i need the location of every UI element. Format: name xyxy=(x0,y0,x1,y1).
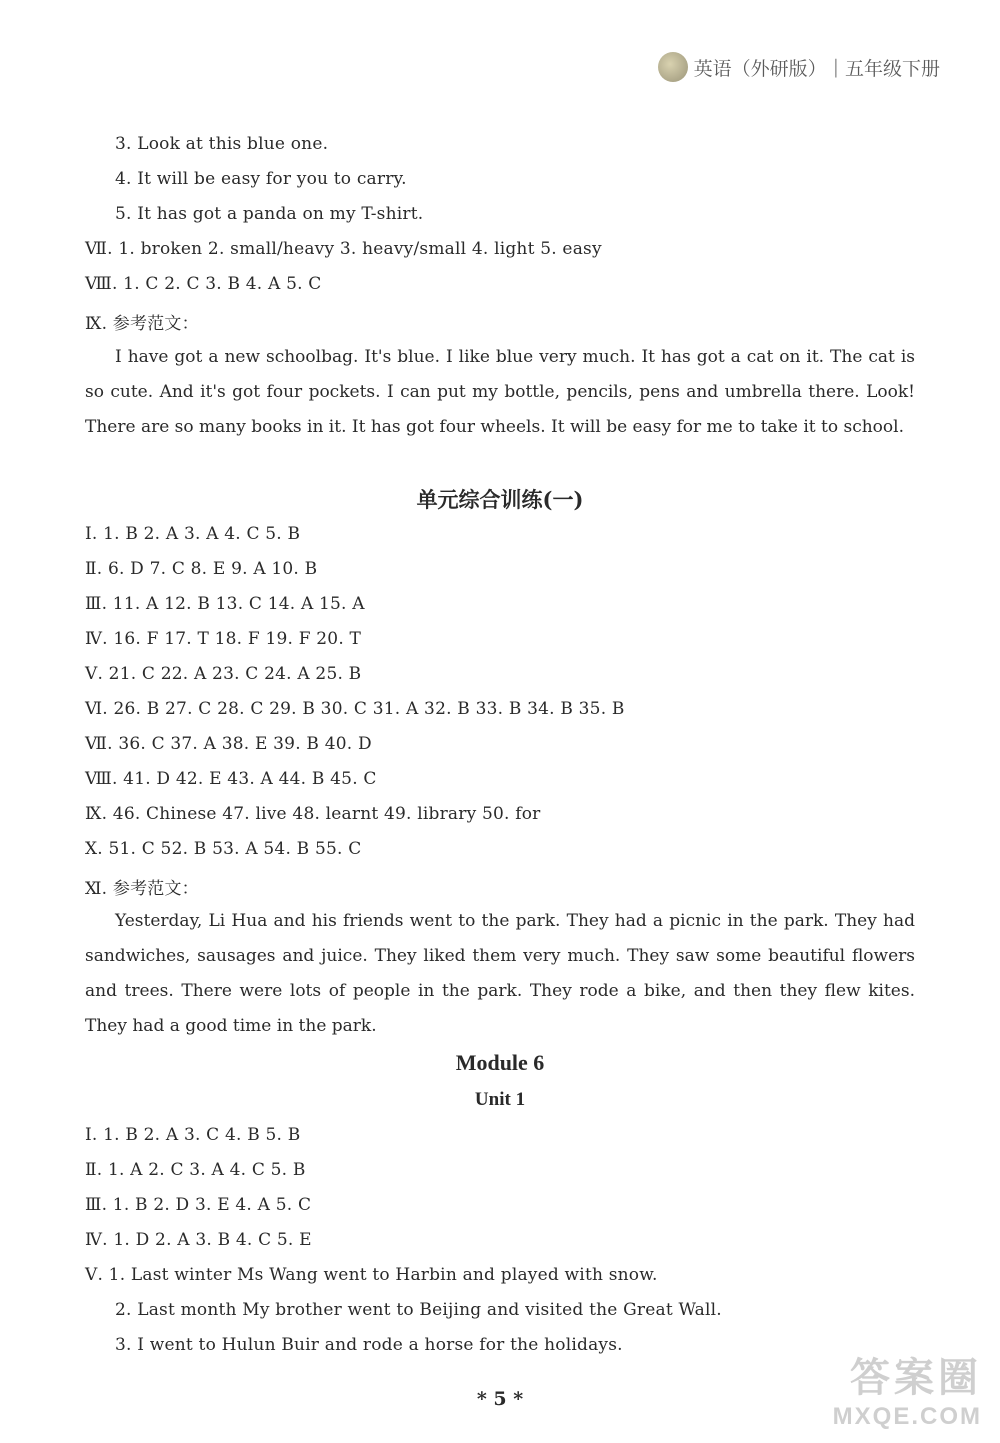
answer-line: Ⅱ. 6. D 7. C 8. E 9. A 10. B xyxy=(85,559,318,579)
answer-line: 3. I went to Hulun Buir and rode a horse for the holidays. xyxy=(115,1335,623,1355)
answer-line: Ⅷ. 1. C 2. C 3. B 4. A 5. C xyxy=(85,274,322,294)
answer-line: 3. Look at this blue one. xyxy=(115,134,329,154)
watermark-line2: MXQE.COM xyxy=(832,1403,982,1430)
page-header xyxy=(658,52,940,82)
site-watermark xyxy=(833,1346,982,1431)
header-separator: | xyxy=(832,56,839,78)
answer-line: Ⅺ. 参考范文： xyxy=(85,879,199,899)
answer-line: Ⅶ. 1. broken 2. small/heavy 3. heavy/small 4. light 5. easy xyxy=(85,239,602,259)
answer-line: Ⅶ. 36. C 37. A 38. E 39. B 40. D xyxy=(85,734,372,754)
answer-line: Ⅸ. 参考范文： xyxy=(85,314,199,334)
watermark-line1: 答案圈 xyxy=(850,1356,982,1400)
answer-line: Ⅷ. 41. D 42. E 43. A 44. B 45. C xyxy=(85,769,377,789)
answer-line: Ⅳ. 16. F 17. T 18. F 19. F 20. T xyxy=(85,629,362,649)
answer-line: Ⅰ. 1. B 2. A 3. C 4. B 5. B xyxy=(85,1125,301,1145)
sample-essay-2: Yesterday, Li Hua and his friends went to the park. They had a picnic in the park. They had sandwiches, sausages and juice. They liked them very much. They saw some beautiful flowers and trees. There were lots of people in the park. They rode a bike, and then they flew kites. They had a good time in the park. xyxy=(85,911,915,1036)
answer-line: 5. It has got a panda on my T-shirt. xyxy=(115,204,424,224)
answer-line: Ⅲ. 11. A 12. B 13. C 14. A 15. A xyxy=(85,594,365,614)
answer-line: Ⅴ. 21. C 22. A 23. C 24. A 25. B xyxy=(85,664,362,684)
answer-line: Ⅴ. 1. Last winter Ms Wang went to Harbin and played with snow. xyxy=(85,1265,658,1285)
answer-line: Ⅹ. 51. C 52. B 53. A 54. B 55. C xyxy=(85,839,362,859)
answer-line: Ⅳ. 1. D 2. A 3. B 4. C 5. E xyxy=(85,1230,312,1250)
publisher-logo-icon xyxy=(658,52,688,82)
unit-title: Unit 1 xyxy=(474,1089,526,1110)
answer-line: Ⅱ. 1. A 2. C 3. A 4. C 5. B xyxy=(85,1160,306,1180)
header-subject: 英语（外研版） xyxy=(693,57,827,80)
page-number: * 5 * xyxy=(476,1388,524,1410)
sample-essay-1: I have got a new schoolbag. It's blue. I like blue very much. It has got a cat on it. The cat is so cute. And it's got four pockets. I can put my bottle, pencils, pens and umbrella there. Look! There are so many books in it. It has got four wheels. It will be easy for me to take it to school. xyxy=(85,347,915,437)
answer-line: 4. It will be easy for you to carry. xyxy=(115,169,407,189)
answer-line: Ⅲ. 1. B 2. D 3. E 4. A 5. C xyxy=(85,1195,312,1215)
answer-line: 2. Last month My brother went to Beijing and visited the Great Wall. xyxy=(115,1300,722,1320)
unit-test-title: 单元综合训练(一) xyxy=(416,487,584,512)
answer-line: Ⅰ. 1. B 2. A 3. A 4. C 5. B xyxy=(85,524,301,544)
answer-line: Ⅸ. 46. Chinese 47. live 48. learnt 49. library 50. for xyxy=(85,804,541,824)
header-grade: 五年级下册 xyxy=(844,57,940,80)
module-title: Module 6 xyxy=(455,1050,545,1075)
answer-line: Ⅵ. 26. B 27. C 28. C 29. B 30. C 31. A 32. B 33. B 34. B 35. B xyxy=(85,699,625,719)
